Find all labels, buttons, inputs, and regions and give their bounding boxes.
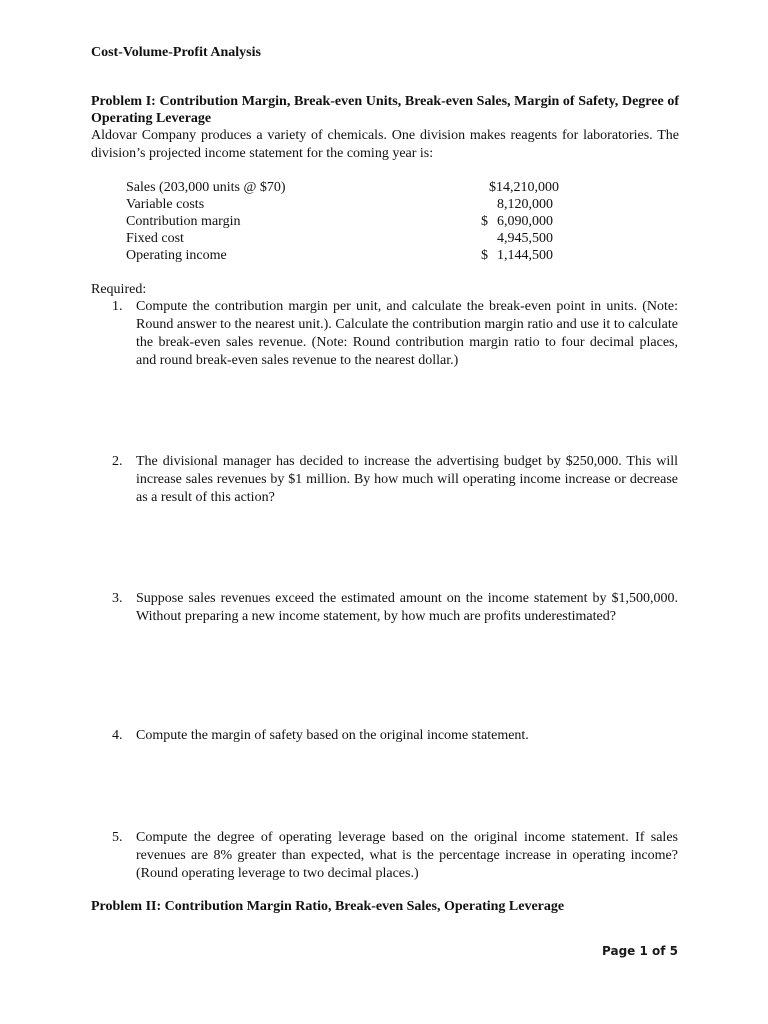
income-label: Fixed cost [126, 231, 184, 246]
income-row [126, 179, 559, 196]
dollar-sign [481, 196, 489, 213]
income-label: Variable costs [126, 197, 205, 212]
page-number [602, 944, 678, 958]
problem-1-intro: Aldovar Company produces a variety of chemicals. One division makes reagents for laboratories. The division’s projected income statement for the coming year is: [91, 128, 679, 161]
dollar-sign: $ [481, 214, 488, 229]
problem-2-heading: Problem II: Contribution Margin Ratio, Break-even Sales, Operating Leverage [91, 899, 565, 914]
income-label: Contribution margin [126, 214, 241, 229]
question-text: The divisional manager has decided to increase the advertising budget by $250,000. This will increase sales revenues by $1 million. By how much will operating income increase or decrease as a result of this action? [136, 454, 678, 505]
income-value [481, 247, 553, 264]
income-amount: 6,090,000 [497, 214, 553, 229]
question-number: 2. [112, 454, 123, 469]
question-number: 5. [112, 830, 123, 845]
document-title: Cost-Volume-Profit Analysis [91, 45, 261, 60]
income-amount: $14,210,000 [489, 180, 559, 195]
income-statement [126, 179, 559, 264]
income-amount: 1,144,500 [497, 248, 553, 263]
income-row [126, 230, 556, 247]
income-amount: 4,945,500 [497, 231, 553, 246]
income-value [481, 196, 553, 213]
income-row [126, 213, 556, 230]
income-amount: 8,120,000 [497, 197, 553, 212]
income-row [126, 196, 556, 213]
question-number: 3. [112, 591, 123, 606]
question-text: Compute the margin of safety based on the original income statement. [136, 728, 529, 743]
question-1 [112, 298, 678, 370]
question-text: Suppose sales revenues exceed the estimated amount on the income statement by $1,500,000. Without preparing a new income statement, by how much are profits underestimated? [136, 591, 678, 624]
income-value [481, 179, 559, 196]
income-value [481, 213, 553, 230]
question-number: 1. [112, 299, 123, 314]
question-4 [112, 727, 678, 745]
income-label: Operating income [126, 248, 227, 263]
page-number-text: Page 1 of 5 [602, 944, 678, 958]
dollar-sign [481, 230, 489, 247]
question-number: 4. [112, 728, 123, 743]
question-text: Compute the contribution margin per unit, and calculate the break-even point in units. (Note: Round answer to the nearest unit.). Calculate the contribution margin ratio and use it to calculate the break-even sales revenue. (Note: Round contribution margin ratio to four decimal places, and round break-even sales revenue to the nearest dollar.) [136, 299, 678, 368]
dollar-sign [481, 179, 489, 196]
income-label: Sales (203,000 units @ $70) [126, 180, 286, 195]
question-3 [112, 590, 678, 626]
income-value [481, 230, 553, 247]
income-row [126, 247, 556, 264]
dollar-sign: $ [481, 248, 488, 263]
problem-1-heading: Problem I: Contribution Margin, Break-even Units, Break-even Sales, Margin of Safety, Degree of Operating Leverage [91, 94, 679, 126]
question-text: Compute the degree of operating leverage based on the original income statement. If sales revenues are 8% greater than expected, what is the percentage increase in operating income? (Round operating leverage to two decimal places.) [136, 830, 678, 881]
required-label: Required: [91, 282, 147, 297]
question-5 [112, 829, 678, 883]
question-2 [112, 453, 678, 507]
